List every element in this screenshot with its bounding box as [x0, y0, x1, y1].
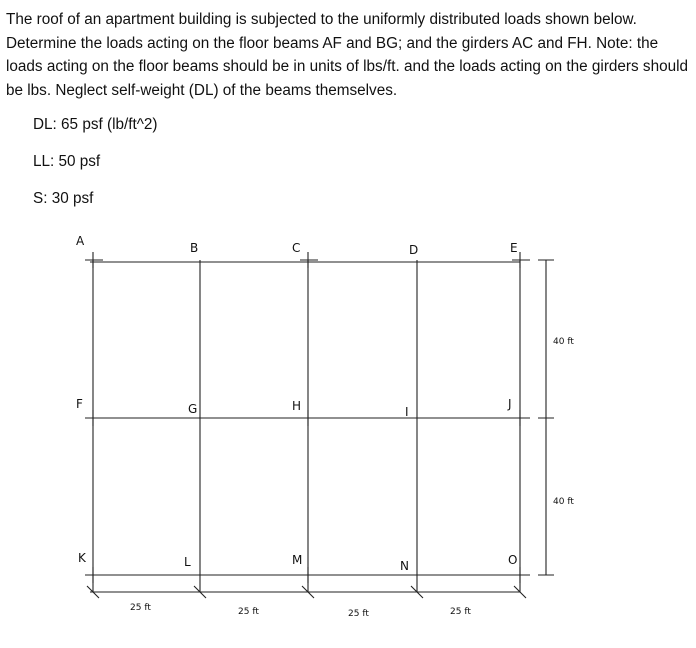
label-O: O [508, 553, 518, 567]
live-load: LL: 50 psf [33, 153, 101, 170]
dead-load: DL: 65 psf (lb/ft^2) [33, 116, 158, 133]
label-D: D [409, 243, 419, 257]
label-H: H [292, 399, 302, 413]
span-label-1: 25 ft [130, 603, 151, 613]
label-A: A [76, 234, 85, 248]
label-N: N [400, 559, 409, 573]
label-I: I [405, 405, 409, 419]
problem-statement: The roof of an apartment building is subjected to the uniformly distributed loads shown below. Determine the loads acting on the floor beams AF and BG; and the girders AC and FH. Note: the loads acting on the floor beams should be in units of lbs/ft. and the loads acting on the girders should be lbs. Neglect self-weight (DL) of the beams themselves. [6, 11, 688, 99]
label-G: G [188, 402, 198, 416]
label-L: L [184, 555, 191, 569]
dim-label-top: 40 ft [553, 337, 574, 347]
floor-plan-sketch [60, 230, 620, 625]
load-list [33, 114, 158, 225]
label-E: E [510, 241, 518, 255]
span-label-2: 25 ft [238, 607, 259, 617]
label-C: C [292, 241, 301, 255]
dim-label-bottom: 40 ft [553, 497, 574, 507]
label-B: B [190, 241, 199, 255]
snow-load: S: 30 psf [33, 190, 94, 207]
span-label-4: 25 ft [450, 607, 471, 617]
span-label-3: 25 ft [348, 609, 369, 619]
floor-plan-svg [60, 230, 620, 625]
label-F: F [76, 397, 83, 411]
label-K: K [78, 551, 86, 565]
label-M: M [292, 553, 303, 567]
label-J: J [508, 397, 512, 411]
